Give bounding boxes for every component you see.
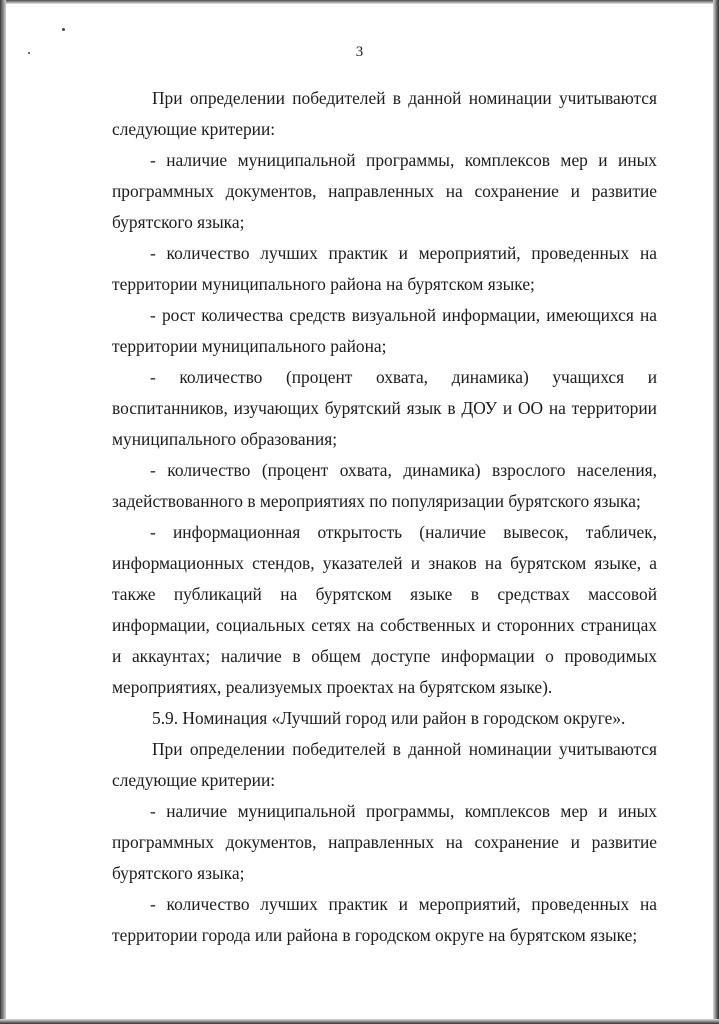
paragraph-criterion: - количество (процент охвата, динамика) учащихся и воспитанников, изучающих бурятский язык в ДОУ и ОО на территории муниципального образования; bbox=[112, 367, 657, 449]
paragraph-section-heading: 5.9. Номинация «Лучший город или район в городском округе». bbox=[152, 708, 626, 728]
scan-edge-top bbox=[0, 0, 719, 4]
paragraph-criterion: - рост количества средств визуальной информации, имеющихся на территории муниципального района; bbox=[112, 305, 657, 356]
page-number: 3 bbox=[355, 44, 364, 60]
paragraph-criterion: - количество (процент охвата, динамика) взрослого населения, задействованного в мероприятиях по популяризации бурятского языка; bbox=[112, 460, 657, 511]
paragraph-criterion: - информационная открытость (наличие вывесок, табличек, информационных стендов, указателей и знаков на бурятском языке, а также публикаций на бурятском языке в средствах массовой информации, социальных сетях на собственных и сторонних страницах и аккаунтах; наличие в общем доступе информации о проводимых мероприятиях, реализуемых проектах на бурятском языке). bbox=[112, 522, 657, 697]
paragraph-criterion: - наличие муниципальной программы, комплексов мер и иных программных документов, направленных на сохранение и развитие бурятского языка; bbox=[112, 150, 657, 232]
scan-edge-left bbox=[0, 0, 6, 1024]
paragraph-criteria-intro: При определении победителей в данной номинации учитываются следующие критерии: bbox=[112, 739, 657, 790]
paragraph-criteria-intro: При определении победителей в данной номинации учитываются следующие критерии: bbox=[112, 88, 657, 139]
paragraph-criterion: - количество лучших практик и мероприятий, проведенных на территории муниципального района на бурятском языке; bbox=[112, 243, 657, 294]
scan-speck bbox=[62, 28, 65, 31]
scan-edge-bottom bbox=[0, 1019, 719, 1024]
paragraph-criterion: - количество лучших практик и мероприятий, проведенных на территории города или района в городском округе на бурятском языке; bbox=[112, 894, 657, 945]
paragraph-criterion: - наличие муниципальной программы, комплексов мер и иных программных документов, направленных на сохранение и развитие бурятского языка; bbox=[112, 801, 657, 883]
document-body bbox=[112, 83, 657, 951]
scan-edge-right bbox=[713, 0, 719, 1024]
